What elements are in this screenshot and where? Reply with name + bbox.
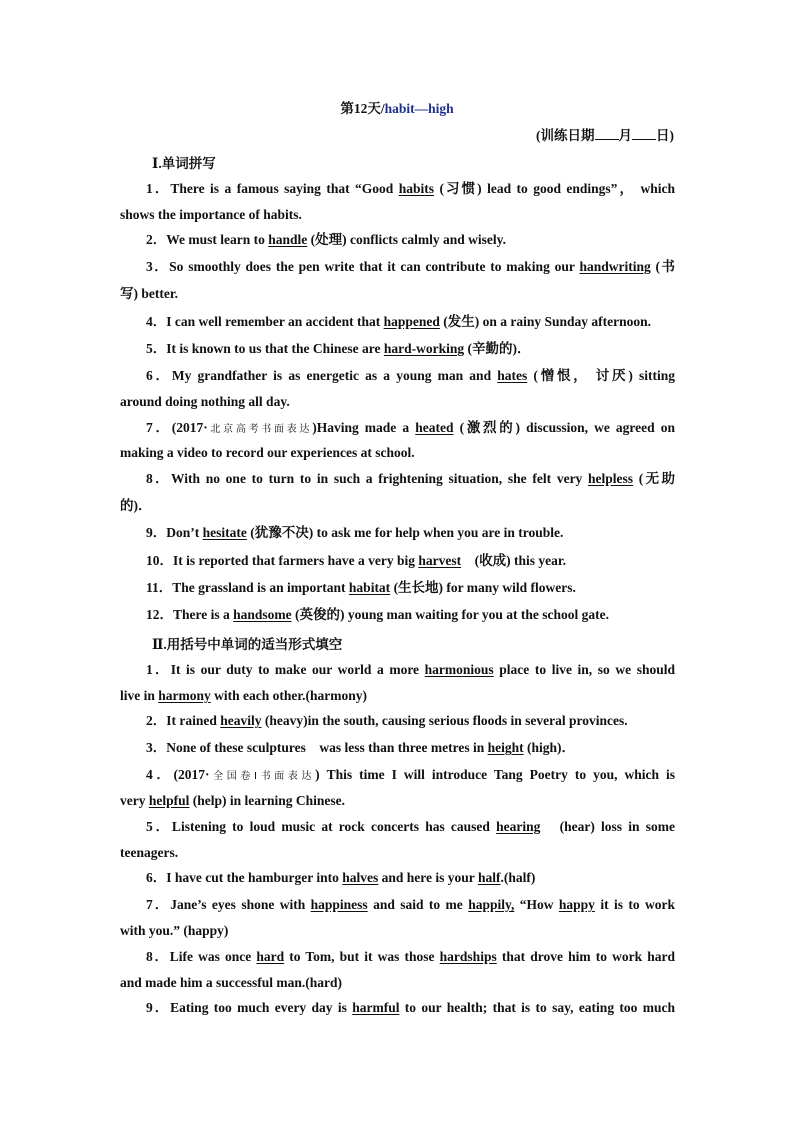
- date-blank-day[interactable]: [632, 127, 656, 140]
- s1-item5: 5．It is known to us that the Chinese are hard-working (辛勤的)．: [146, 341, 531, 356]
- s1-item7-line2: making a video to record our experiences at school.: [120, 445, 415, 460]
- s2-item4-line1: 4．(2017·全国卷Ⅰ书面表达) This time I will introduce Tang Poetry to you, which is: [146, 767, 676, 782]
- answer: helpful: [148, 793, 190, 808]
- answer: harvest: [418, 553, 462, 568]
- s1-item8-line1: 8．With no one to turn to in such a frightening situation, she felt very helpless (无助: [146, 471, 675, 486]
- s1-item1-line1: 1．There is a famous saying that “Good habits (习惯) lead to good endings”， which: [146, 181, 675, 196]
- source-note: 全国卷Ⅰ书面表达: [209, 771, 316, 782]
- answer: happily,: [468, 897, 515, 912]
- s1-item3-line2: 写) better.: [120, 286, 178, 301]
- s1-item11: 11．The grassland is an important habitat (生长地) for many wild flowers.: [146, 580, 576, 595]
- source-note: 北京高考书面表达: [207, 424, 313, 435]
- s1-item8-line2: 的)．: [120, 498, 152, 513]
- answer: height: [487, 740, 524, 755]
- s2-item8-line1: 8．Life was once hard to Tom, but it was those hardships that drove him to work hard: [146, 949, 675, 964]
- s2-item8-line2: and made him a successful man.(hard): [120, 975, 343, 990]
- answer: harmony: [158, 688, 211, 703]
- answer: halves: [342, 870, 379, 885]
- answer: habits: [398, 181, 435, 196]
- title-topic: habit—high: [384, 101, 454, 116]
- s2-item1-line1: 1．It is our duty to make our world a more harmonious place to live in, so we should: [146, 662, 675, 677]
- s2-item7-line2: with you.” (happy): [120, 923, 229, 938]
- s2-item5-line1: 5．Listening to loud music at rock concerts has caused hearing (hear) loss in some: [146, 819, 675, 834]
- s1-item1-line2: shows the importance of habits.: [120, 207, 302, 222]
- answer: hates: [497, 368, 528, 383]
- answer: hardships: [439, 949, 497, 964]
- s2-item1-line2: live in harmony with each other.(harmony): [120, 688, 368, 703]
- s2-item3: 3．None of these sculptures was less than three metres in height (high)．: [146, 740, 576, 755]
- s1-item3-line1: 3．So smoothly does the pen write that it can contribute to making our handwriting (书: [146, 259, 675, 274]
- answer: helpless: [588, 471, 634, 486]
- page-title: 第12天/habit—high: [340, 101, 454, 116]
- answer: handsome: [233, 607, 292, 622]
- s1-item12: 12．There is a handsome (英俊的) young man waiting for you at the school gate.: [146, 607, 610, 622]
- s1-item10: 10．It is reported that farmers have a very big harvest (收成) this year.: [146, 553, 566, 568]
- s2-item7-line1: 7．Jane’s eyes shone with happiness and said to me happily, “How happy it is to work: [146, 897, 676, 912]
- s2-item6: 6．I have cut the hamburger into halves and here is your half.(half): [146, 870, 536, 885]
- s2-item2: 2．It rained heavily (heavy)in the south, causing serious floods in several provinces.: [146, 713, 628, 728]
- s1-item9: 9．Don’t hesitate (犹豫不决) to ask me for help when you are in trouble.: [146, 525, 564, 540]
- s1-item6-line2: around doing nothing all day.: [120, 394, 290, 409]
- answer: heated: [415, 420, 454, 435]
- s2-item4-line2: very helpful (help) in learning Chinese.: [120, 793, 346, 808]
- training-date: (训练日期 月 日): [536, 128, 674, 143]
- answer: heavily: [220, 713, 262, 728]
- answer: happiness: [310, 897, 368, 912]
- answer: handle: [268, 232, 308, 247]
- s1-item7-line1: 7．(2017·北京高考书面表达)Having made a heated (激烈的) discussion, we agreed on: [146, 420, 676, 435]
- s1-item4: 4．I can well remember an accident that happened (发生) on a rainy Sunday afternoon.: [146, 314, 652, 329]
- s2-item5-line2: teenagers.: [120, 845, 179, 860]
- answer: habitat: [348, 580, 391, 595]
- answer: hesitate: [202, 525, 247, 540]
- answer: happy: [558, 897, 595, 912]
- date-blank-month[interactable]: [595, 127, 619, 140]
- answer: hard-working: [383, 341, 465, 356]
- section-1-heading: Ⅰ.单词拼写: [152, 156, 216, 171]
- s1-item6-line1: 6．My grandfather is as energetic as a young man and hates (憎恨， 讨厌) sitting: [146, 368, 675, 383]
- answer: half: [477, 870, 501, 885]
- answer: happened: [383, 314, 440, 329]
- s2-item9-line1: 9．Eating too much every day is harmful to our health; that is to say, eating too much: [146, 1000, 675, 1015]
- answer: harmonious: [424, 662, 494, 677]
- answer: hearing: [496, 819, 541, 834]
- answer: harmful: [352, 1000, 400, 1015]
- answer: handwriting: [579, 259, 651, 274]
- answer: hard: [256, 949, 285, 964]
- s1-item2: 2．We must learn to handle (处理) conflicts calmly and wisely.: [146, 232, 507, 247]
- section-2-heading: Ⅱ.用括号中单词的适当形式填空: [152, 637, 343, 652]
